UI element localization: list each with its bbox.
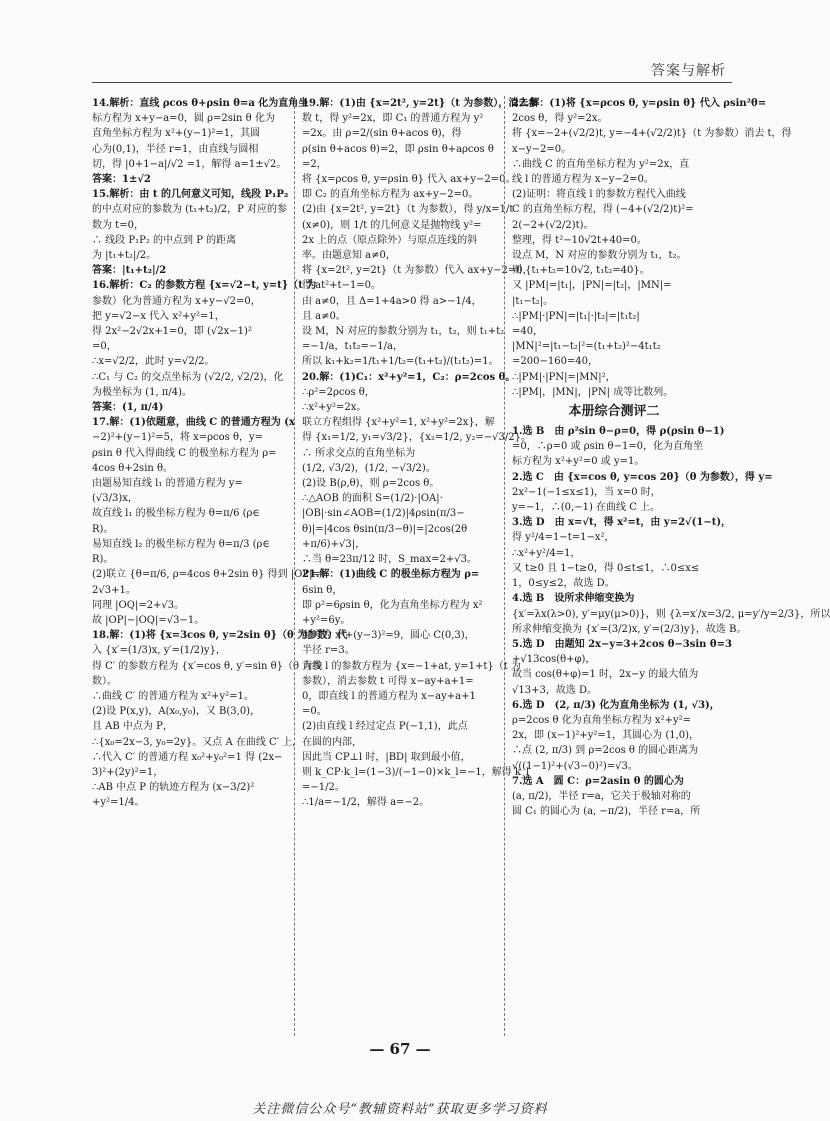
text-line: 则 k_CP·k_l=(1−3)/(−1−0)×k_l=−1，解得 k_l — [302, 766, 530, 778]
text-line: 得 y²/4=1−t=1−x²， — [512, 532, 615, 544]
page-number: — 67 — — [369, 1040, 431, 1058]
text-line: 2√3+1。 — [92, 584, 136, 596]
text-line: 率。由题意知 a≠0， — [302, 250, 396, 262]
text-line: 且 a≠0。 — [302, 310, 346, 322]
text-line: 设点 M，N 对应的参数分别为 t₁，t₂。 — [512, 250, 687, 262]
text-line: 整理，得 t²−10√2t+40=0。 — [512, 234, 647, 246]
text-line: 将 {x=ρcos θ, y=ρsin θ} 代入 ax+y−2=0。 — [302, 174, 516, 186]
text-line: 3.选 D 由 x=√t，得 x²=t，由 y=2√(1−t)， — [512, 517, 732, 529]
text-line: 所求伸缩变换为 {x′=(3/2)x, y′=(2/3)y}，故选 B。 — [512, 623, 747, 635]
text-line: 把 y=√2−x 代入 x²+y²=1， — [92, 310, 225, 322]
text-line: 易知直线 l₂ 的极坐标方程为 θ=π/3 (ρ∈ — [92, 538, 270, 550]
text-line: 参数），消去参数 t 可得 x−ay+a+1= — [302, 675, 474, 687]
column-right — [512, 96, 830, 1044]
text-line: =0，∴ρ=0 或 ρsin θ−1=0，化为直角坐 — [512, 441, 704, 453]
text-line: 3)²+(2y)²=1， — [92, 766, 164, 778]
text-line: 故直线 l₁ 的极坐标方程为 θ=π/6 (ρ∈ — [92, 508, 260, 520]
text-line: 配方为 x²+(y−3)²=9，圆心 C(0,3)， — [302, 630, 475, 642]
text-line: ρsin θ 代入得曲线 C 的极坐标方程为 ρ= — [92, 447, 277, 459]
text-line: (2)证明：将直线 l 的参数方程代入曲线 — [512, 189, 686, 201]
text-line: =40， — [512, 326, 544, 338]
text-line: ∴x²+y²=2x。 — [302, 402, 367, 414]
text-line: 4.选 B 设所求伸缩变换为 — [512, 593, 635, 605]
text-line: 16.解析：C₂ 的参数方程 {x=√2−t, y=t}（t 为 — [92, 280, 317, 292]
text-line: 切，得 |0+1−a|/√2 =1，解得 a=1±√2。 — [92, 158, 287, 170]
text-line: √((1−1)²+(√3−0)²)=√3。 — [512, 760, 638, 772]
text-line: (a, π/2)，半径 r=a，它关于极轴对称的 — [512, 790, 691, 802]
text-line: ∴|PM|·|PN|=|t₁|·|t₂|=|t₁t₂| — [512, 310, 640, 322]
text-line: =0， — [92, 341, 117, 353]
text-line: 入 {x′=(1/3)x, y′=(1/2)y}， — [92, 645, 226, 657]
text-line: 18.解：(1)将 {x=3cos θ, y=2sin θ}（θ 为参数）代 — [92, 630, 348, 642]
text-line: 设 M，N 对应的参数分别为 t₁，t₂，则 t₁+t₂ — [302, 326, 505, 338]
text-line: 1，0≤y≤2，故选 D。 — [512, 578, 615, 590]
text-line: 答案：(1, π/4) — [92, 402, 164, 414]
text-line: ∴曲线 C′ 的普通方程为 x²+y²=1。 — [92, 690, 254, 702]
text-line: (2)联立 {θ=π/6, ρ=4cos θ+2sin θ} 得到 |OP|= — [92, 569, 321, 581]
text-line: 22.解：(1)将 {x=ρcos θ, y=ρsin θ} 代入 ρsin²θ= — [512, 98, 767, 109]
text-line: ∴{x₀=2x−3, y₀=2y}。又点 A 在曲线 C′ 上， — [92, 736, 303, 748]
text-line: |t₁−t₂|。 — [512, 295, 554, 307]
text-line: x−y−2=0。 — [512, 143, 572, 155]
text-line: =2， — [302, 158, 327, 170]
text-line: 20.解：(1)C₁：x²+y²=1，C₂：ρ=2cos θ。 — [302, 371, 516, 383]
text-line: ∴ 所求交点的直角坐标为 — [302, 447, 416, 459]
text-line: ∴点 (2, π/3) 到 ρ=2cos θ 的圆心距离为 — [512, 745, 699, 757]
text-line: =−1/2。 — [302, 782, 345, 794]
text-line: |MN|²=|t₁−t₂|²=(t₁+t₂)²−4t₁t₂ — [512, 341, 661, 353]
text-line: ∴当 θ=23π/12 时，S_max=2+√3。 — [302, 554, 477, 566]
text-line: 0，即直线 l 的普通方程为 x−ay+a+1 — [302, 690, 476, 702]
text-line: 2(−2+(√2/2)t)。 — [512, 219, 594, 231]
column-divider — [504, 96, 505, 1036]
text-line: 15.解析：由 t 的几何意义可知，线段 P₁P₂ — [92, 189, 289, 201]
section-title: 本册综合测评二 — [568, 404, 660, 420]
text-line: ∴ 线段 P₁P₂ 的中点到 P 的距离 — [92, 234, 237, 246]
text-line: 即 C₂ 的直角坐标方程为 ax+y−2=0。 — [302, 189, 479, 201]
text-line: ∴|PM|，|MN|，|PN| 成等比数列。 — [512, 386, 674, 398]
column-divider — [294, 96, 295, 1036]
text-line: 故当 cos(θ+φ)=1 时，2x−y 的最大值为 — [512, 669, 699, 681]
text-line: 19.解：(1)由 {x=2t², y=2t}（t 为参数），消去参 — [302, 98, 539, 109]
text-line: 由 a≠0，且 Δ=1+4a>0 得 a>−1/4， — [302, 295, 482, 307]
text-line: 半径 r=3。 — [302, 645, 355, 657]
header-rule — [92, 82, 732, 83]
text-line: 即 ρ²=6ρsin θ，化为直角坐标方程为 x² — [302, 599, 483, 611]
text-line: 为 |t₁+t₂|/2。 — [92, 250, 157, 262]
text-line: 在圆的内部， — [302, 736, 362, 748]
text-line: 直线 l 的参数方程为 {x=−1+at, y=1+t}（t 为 — [302, 660, 521, 672]
text-line: 的中点对应的参数为 (t₁+t₂)/2，P 对应的参 — [92, 204, 288, 216]
text-line: 且 AB 中点为 P， — [92, 721, 173, 733]
text-line: ∴曲线 C 的直角坐标方程为 y²=2x，直 — [512, 158, 690, 170]
text-line: 2x²−1(−1≤x≤1)，当 x=0 时， — [512, 486, 661, 498]
text-line: ∴C₁ 与 C₂ 的交点坐标为 (√2/2, √2/2)，化 — [92, 371, 284, 383]
text-line: C 的直角坐标方程，得 (−4+(√2/2)t)²= — [512, 204, 694, 216]
text-line: (1/2, √3/2)，(1/2, −√3/2)。 — [302, 462, 436, 474]
text-line: 标方程为 x+y−a=0，圆 ρ=2sin θ 化为 — [92, 113, 275, 125]
text-line: 2x 上的点（原点除外）与原点连线的斜 — [302, 234, 478, 246]
text-line: 得 {x₁=1/2, y₁=√3/2}，{x₂=1/2, y₂=−√3/2}。 — [302, 432, 531, 444]
text-line: =−1/a，t₁t₂=−1/a， — [302, 341, 403, 353]
text-line: 直角坐标方程为 x²+(y−1)²=1，其圆 — [92, 128, 261, 140]
text-line: {x′=λx(λ>0), y′=μy(μ>0)}，则 {λ=x′/x=3/2, μ=y′/y=2/3}，所以 — [512, 608, 830, 620]
text-line: 故 |OP|−|OQ|=√3−1。 — [92, 614, 205, 626]
text-line: 数为 t=0， — [92, 219, 144, 231]
text-line: +y²=1/4。 — [92, 797, 145, 809]
text-line: +y²=6y。 — [302, 614, 351, 626]
text-line: (2)由直线 l 经过定点 P(−1,1)，此点 — [302, 721, 468, 733]
text-line: 为极坐标为 (1, π/4)。 — [92, 386, 193, 398]
text-line: 线 l 的普通方程为 x−y−2=0。 — [512, 174, 654, 186]
text-line: R)。 — [92, 523, 114, 535]
text-line: ∴△AOB 的面积 S=(1/2)·|OA|· — [302, 493, 443, 505]
text-line: 又 |PM|=|t₁|，|PN|=|t₂|，|MN|= — [512, 280, 672, 292]
text-line: y=−1，∴(0,−1) 在曲线 C 上。 — [512, 502, 661, 514]
text-line: 答案：1±√2 — [92, 174, 151, 186]
text-line: 同理 |OQ|=2+√3。 — [92, 599, 185, 611]
text-line: −2)²+(y−1)²=5，将 x=ρcos θ，y= — [92, 432, 264, 444]
text-line: 得 C′ 的参数方程为 {x′=cos θ, y′=sin θ}（θ 为参 — [92, 660, 323, 672]
text-line: ∴|PM|·|PN|=|MN|²， — [512, 371, 616, 383]
text-line: θ)|=|4cos θsin(π/3−θ)|=|2cos(2θ — [302, 523, 468, 535]
text-line: ∴ρ²=2ρcos θ， — [302, 386, 375, 398]
text-line: 联立方程组得 {x²+y²=1, x²+y²=2x}，解 — [302, 417, 495, 429]
header-title: 答案与解析 — [651, 63, 726, 79]
text-line: 圆 C₁ 的圆心为 (a, −π/2)，半径 r=a，所 — [512, 806, 701, 818]
text-line: |OB|·sin∠AOB=(1/2)|4ρsin(π/3− — [302, 508, 465, 520]
text-line: 参数）化为普通方程为 x+y−√2=0， — [92, 295, 261, 307]
text-line: 标方程为 x²+y²=0 或 y=1。 — [512, 456, 645, 468]
text-line: 将 {x=2t², y=2t}（t 为参数）代入 ax+y−2=0， — [302, 265, 533, 277]
text-line: 得 at²+t−1=0。 — [302, 280, 382, 292]
text-line: 2x，即 (x−1)²+y²=1，其圆心为 (1,0)， — [512, 730, 700, 742]
text-line: 17.解：(1)依题意，曲线 C 的普通方程为 (x — [92, 417, 295, 429]
text-line: 数 t，得 y²=2x，即 C₁ 的普通方程为 y² — [302, 113, 484, 125]
text-line: (2)设 B(ρ,θ)，则 ρ=2cos θ。 — [302, 478, 440, 490]
text-line: ∴x²+y²/4=1， — [512, 547, 581, 559]
text-line: 将 {x=−2+(√2/2)t, y=−4+(√2/2)t}（t 为参数）消去 t，得 — [512, 128, 792, 140]
text-line: =2x。由 ρ=2/(sin θ+acos θ)，得 — [302, 128, 462, 140]
text-line: 则 {t₁+t₂=10√2, t₁t₂=40}。 — [512, 265, 650, 277]
text-line: 7.选 A 圆 C：ρ=2asin θ 的圆心为 — [512, 775, 684, 787]
text-line: ρ(sin θ+acos θ)=2，即 ρsin θ+aρcos θ — [302, 143, 494, 155]
text-line: ∴代入 C′ 的普通方程 x₀²+y₀²=1 得 (2x− — [92, 751, 283, 763]
text-line: 心为(0,1)，半径 r=1，由直线与圆相 — [92, 143, 259, 155]
text-line: 4cos θ+2sin θ。 — [92, 462, 174, 474]
text-line: 2.选 C 由 {x=cos θ, y=cos 2θ}（θ 为参数），得 y= — [512, 471, 773, 483]
text-line: 6sin θ， — [302, 584, 343, 596]
text-line: +√13cos(θ+φ)， — [512, 654, 596, 666]
text-line: (2)由 {x=2t², y=2t}（t 为参数），得 y/x=1/t — [302, 204, 514, 216]
text-line: 21.解：(1)曲线 C 的极坐标方程为 ρ= — [302, 569, 480, 581]
text-line: 又 t≥0 且 1−t≥0，得 0≤t≤1，∴0≤x≤ — [512, 562, 700, 574]
text-line: =200−160=40， — [512, 356, 599, 368]
text-line: 得 2x²−2√2x+1=0，即 (√2x−1)² — [92, 326, 252, 338]
text-line: 数）。 — [92, 675, 117, 687]
text-line: ρ=2cos θ 化为直角坐标方程为 x²+y²= — [512, 714, 691, 726]
text-line: 6.选 D (2, π/3) 化为直角坐标为 (1, √3)， — [512, 699, 720, 711]
text-line: 因此当 CP⊥l 时，|BD| 取到最小值， — [302, 751, 471, 763]
text-line: ∴1/a=−1/2，解得 a=−2。 — [302, 797, 430, 809]
text-line: +π/6)+√3|， — [302, 538, 366, 550]
text-line: (x≠0)，则 1/t 的几何意义是抛物线 y²= — [302, 219, 482, 231]
text-line: 5.选 D 由题知 2x−y=3+2cos θ−3sin θ=3 — [512, 638, 732, 650]
text-line: 1.选 B 由 ρ²sin θ−ρ=0，得 ρ(ρsin θ−1) — [512, 426, 725, 438]
text-line: 14.解析：直线 ρcos θ+ρsin θ=a 化为直角坐 — [92, 98, 309, 109]
text-line: (√3/3)x， — [92, 493, 138, 505]
text-line: =0。 — [302, 706, 327, 718]
text-line: R)。 — [92, 554, 114, 566]
text-line: (2)设 P(x,y)，A(x₀,y₀)，又 B(3,0)， — [92, 706, 261, 718]
text-line: 2cos θ，得 y²=2x。 — [512, 113, 608, 125]
text-line: 答案：|t₁+t₂|/2 — [92, 265, 167, 277]
text-line: ∴x=√2/2，此时 y=√2/2。 — [92, 356, 215, 368]
footer-note: 关注微信公众号“教辅资料站”获取更多学习资料 — [252, 1102, 548, 1117]
text-line: 所以 k₁+k₂=1/t₁+1/t₂=(t₁+t₂)/(t₁t₂)=1。 — [302, 356, 499, 368]
text-line: ∴AB 中点 P 的轨迹方程为 (x−3/2)² — [92, 782, 255, 794]
text-line: √13+3，故选 D。 — [512, 684, 598, 696]
text-line: 由题易知直线 l₁ 的普通方程为 y= — [92, 478, 243, 490]
